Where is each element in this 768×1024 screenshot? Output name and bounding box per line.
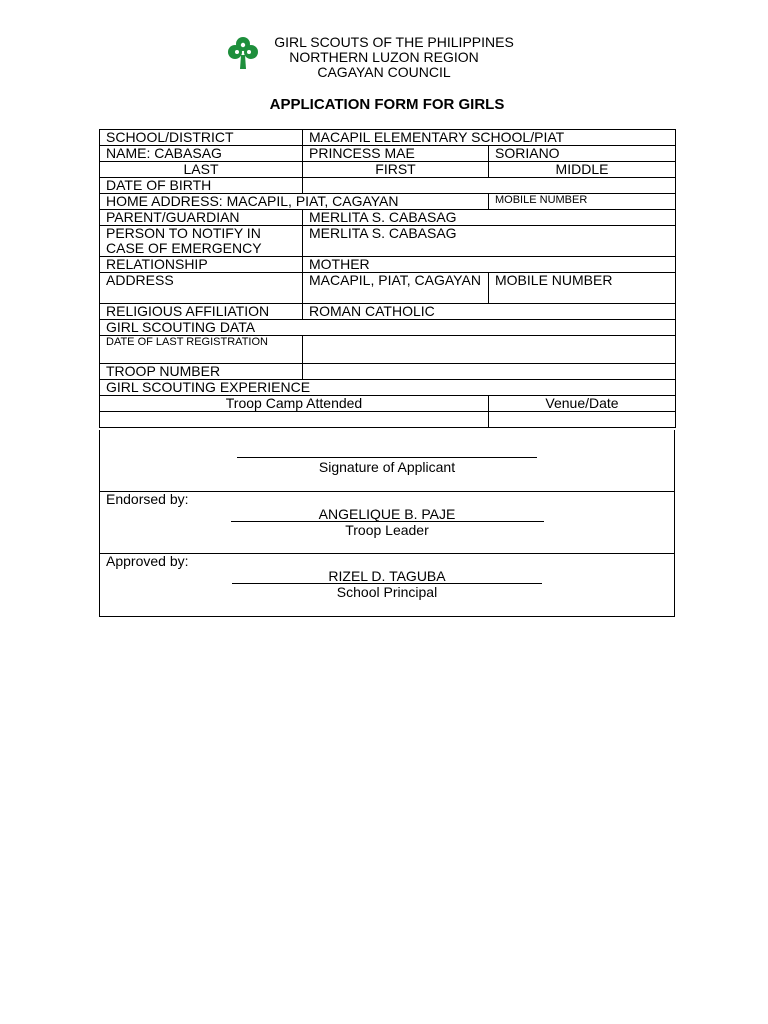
venue-column-header: Venue/Date [489,396,676,412]
table-row [100,396,676,412]
endorser-role: Troop Leader [345,522,429,538]
form-title: APPLICATION FORM FOR GIRLS [269,96,505,113]
approval-section [99,554,675,617]
school-label: SCHOOL/DISTRICT [100,130,303,146]
table-row [100,257,676,273]
troop-number-value[interactable] [303,364,676,380]
applicant-signature-caption: Signature of Applicant [318,459,456,475]
mobile-label: MOBILE NUMBER [489,273,676,304]
endorser-name: ANGELIQUE B. PAJE [318,506,456,522]
applicant-signature-line[interactable] [237,457,537,458]
camp-column-header: Troop Camp Attended [100,396,489,412]
table-row [100,146,676,162]
endorsed-by-label: Endorsed by: [106,491,189,507]
scouting-data-label: GIRL SCOUTING DATA [100,320,676,336]
dob-label: DATE OF BIRTH [100,178,303,194]
first-caption: FIRST [303,162,489,178]
dob-value[interactable] [303,178,676,194]
table-row [100,210,676,226]
parent-value[interactable]: MERLITA S. CABASAG [303,210,676,226]
experience-label: GIRL SCOUTING EXPERIENCE [100,380,676,396]
table-row [100,178,676,194]
approver-role: School Principal [336,584,438,600]
mobile-label-small: MOBILE NUMBER [489,194,676,210]
first-name-value[interactable]: PRINCESS MAE [303,146,489,162]
troop-number-label: TROOP NUMBER [100,364,303,380]
emergency-value[interactable]: MERLITA S. CABASAG [303,226,676,257]
table-row [100,412,676,428]
council-name: CAGAYAN COUNCIL [317,64,451,80]
religion-label: RELIGIOUS AFFILIATION [100,304,303,320]
religion-value[interactable]: ROMAN CATHOLIC [303,304,676,320]
school-value[interactable]: MACAPIL ELEMENTARY SCHOOL/PIAT [303,130,676,146]
last-registration-value[interactable] [303,336,676,364]
region-name: NORTHERN LUZON REGION [289,49,479,65]
middle-name-value[interactable]: SORIANO [489,146,676,162]
parent-label: PARENT/GUARDIAN [100,210,303,226]
application-table [99,129,676,428]
table-row [100,320,676,336]
approved-by-label: Approved by: [106,553,189,569]
table-row [100,162,676,178]
table-row [100,304,676,320]
org-name: GIRL SCOUTS OF THE PHILIPPINES [274,34,514,50]
endorsement-section [99,492,675,554]
relationship-label: RELATIONSHIP [100,257,303,273]
address-label: ADDRESS [100,273,303,304]
last-caption: LAST [100,162,303,178]
table-row [100,130,676,146]
venue-value[interactable] [489,412,676,428]
last-registration-label: DATE OF LAST REGISTRATION [100,336,303,364]
table-row [100,364,676,380]
applicant-signature-section [99,430,675,492]
camp-value[interactable] [100,412,489,428]
table-row [100,273,676,304]
table-row [100,226,676,257]
table-row [100,194,676,210]
emergency-label: PERSON TO NOTIFY IN CASE OF EMERGENCY [100,226,303,257]
name-label: NAME: CABASAG [100,146,303,162]
home-address-label: HOME ADDRESS: MACAPIL, PIAT, CAGAYAN [100,194,489,210]
relationship-value[interactable]: MOTHER [303,257,676,273]
address-value[interactable]: MACAPIL, PIAT, CAGAYAN [303,273,489,304]
approver-name: RIZEL D. TAGUBA [328,568,446,584]
middle-caption: MIDDLE [489,162,676,178]
table-row [100,380,676,396]
table-row [100,336,676,364]
